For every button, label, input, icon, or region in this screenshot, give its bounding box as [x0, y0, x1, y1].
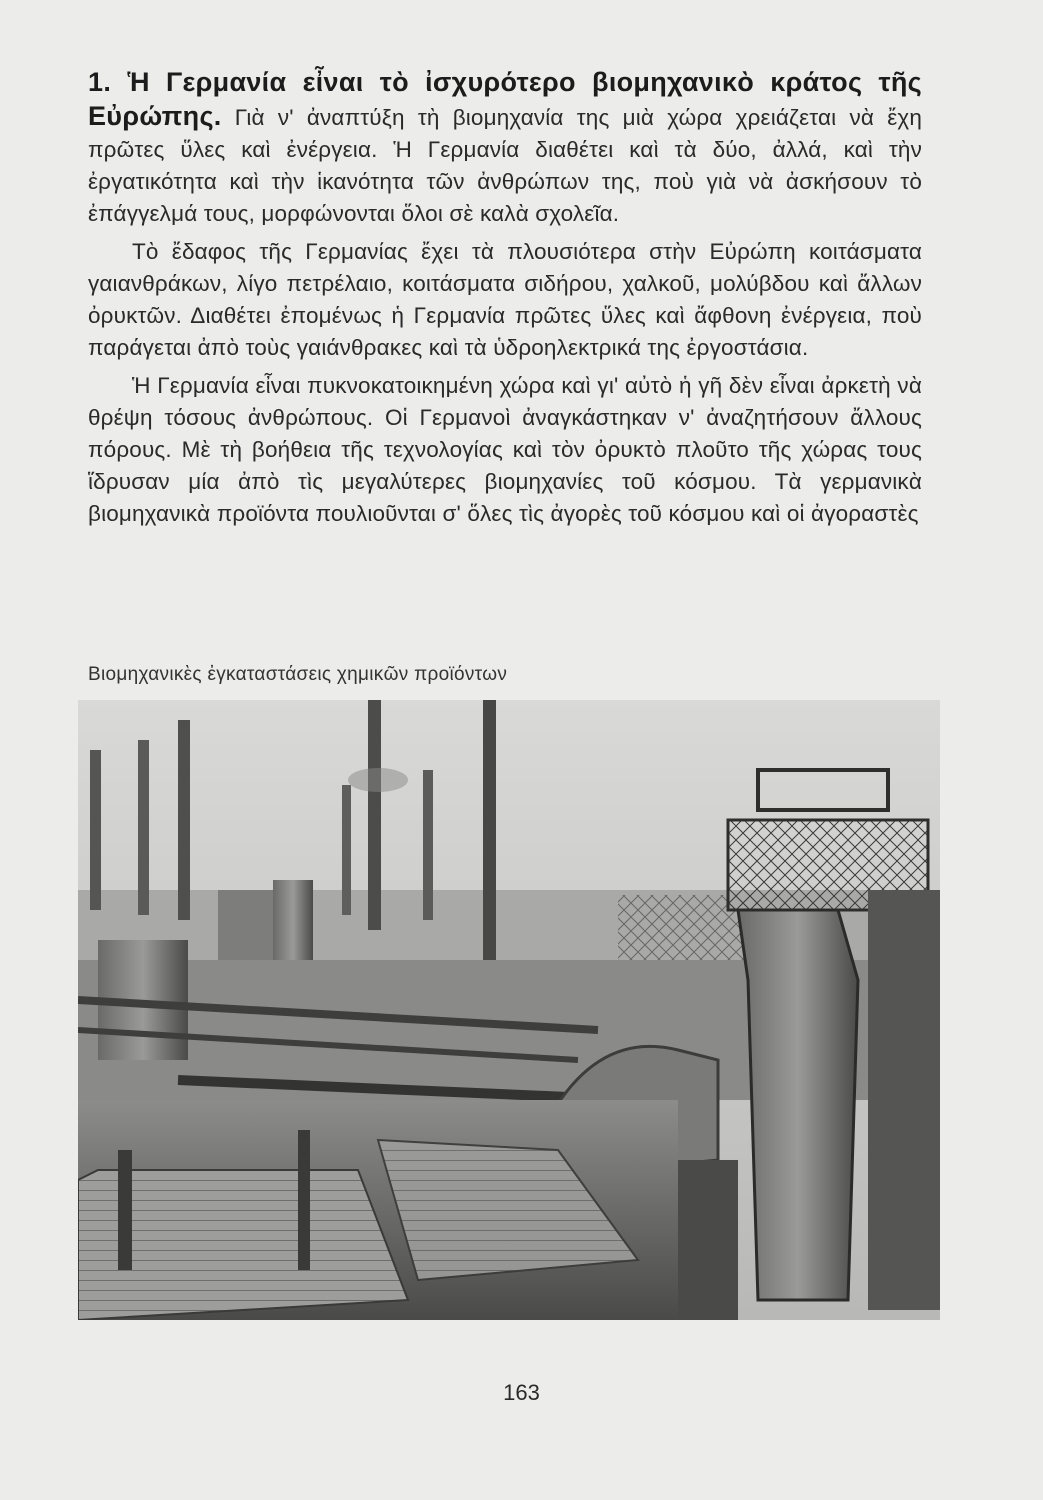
body-text	[88, 66, 922, 530]
first-paragraph	[88, 66, 922, 230]
paragraph-3: Ἡ Γερμανία εἶναι πυκνοκατοικημένη χώρα καὶ γι' αὐτὸ ἡ γῆ δὲν εἶναι ἀρκετὴ νὰ θρέψη τόσους ἀνθρώπους. Οἱ Γερμανοὶ ἀναγκάστηκαν ν' ἀναζητήσουν ἄλλους πόρους. Μὲ τὴ βοήθεια τῆς τεχνολογίας καὶ τὸν ὀρυκτὸ πλοῦτο τῆς χώρας τους ἵδρυσαν μία ἀπὸ τὶς μεγαλύτερες βιομηχανίες τοῦ κόσμου. Τὰ γερμανικὰ βιομηχανικὰ προϊόντα πουλιοῦνται σ' ὅλες τὶς ἀγορὲς τοῦ κόσμου καὶ οἱ ἀγοραστὲς	[88, 373, 922, 526]
page-number: 163	[503, 1380, 540, 1405]
paragraph-1: Γιὰ ν' ἀναπτύξη τὴ βιομηχανία της μιὰ χώρα χρειάζεται νὰ ἔχη πρῶτες ὕλες καὶ ἐνέργεια. Ἡ Γερμανία διαθέτει καὶ τὰ δύο, ἀλλά, καὶ τὴν ἐργατικότητα καὶ τὴν ἱκανότητα τῶν ἀνθρώπων της, ποὺ γιὰ νὰ ἀσκήσουν τὸ ἐπάγγελμά τους, μορφώνονται ὅλοι σὲ καλὰ σχολεῖα.	[88, 105, 922, 226]
section-heading: 1. Ἡ Γερμανία εἶναι τὸ ἰσχυρότερο βιομηχανικὸ κράτος τῆς Εὐρώπης.	[88, 67, 922, 131]
photo-caption: Βιομηχανικὲς ἐγκαταστάσεις χημικῶν προϊόντων	[88, 664, 508, 685]
industrial-plant-photo	[78, 700, 940, 1320]
paragraph-2: Τὸ ἔδαφος τῆς Γερμανίας ἔχει τὰ πλουσιότερα στὴν Εὐρώπη κοιτάσματα γαιανθράκων, λίγο πετρέλαιο, κοιτάσματα σιδήρου, χαλκοῦ, μολύβδου καὶ ἄλλων ὀρυκτῶν. Διαθέτει ἐπομένως ἡ Γερμανία πρῶτες ὕλες καὶ ἄφθονη ἐνέργεια, ποὺ παράγεται ἀπὸ τοὺς γαιάνθρακες καὶ τὰ ὑδροηλεκτρικά της ἐργοστάσια.	[88, 239, 922, 360]
